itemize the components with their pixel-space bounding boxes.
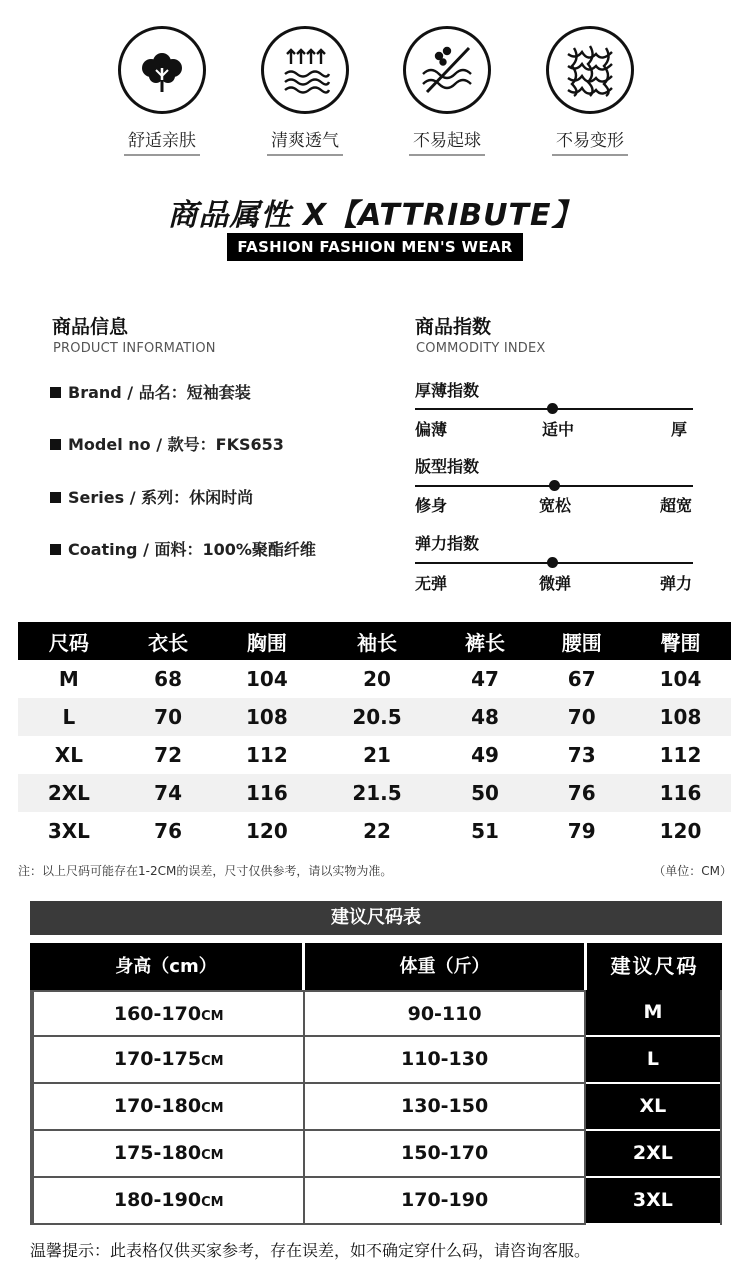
table-cell: 116 <box>216 774 317 812</box>
table-cell: 21.5 <box>317 774 436 812</box>
weight-cell: 110-130 <box>305 1037 585 1084</box>
height-cell <box>32 1037 305 1084</box>
feature-comfort <box>107 26 217 156</box>
table-cell: 76 <box>154 819 183 843</box>
table-row <box>18 774 731 812</box>
recommend-header <box>30 943 722 990</box>
table-row <box>18 698 731 736</box>
unit-label: （单位：CM） <box>653 864 732 878</box>
height-cell <box>32 1131 305 1178</box>
thickness-index-marker <box>547 403 558 414</box>
size-table <box>18 622 731 850</box>
info-text: Coating / 面料：100%聚酯纤维 <box>68 540 316 559</box>
table-cell: 120 <box>659 819 702 843</box>
table-row <box>30 990 722 1037</box>
size-cell: M <box>586 990 720 1037</box>
height-cell <box>32 1084 305 1131</box>
header-cell: 腰围 <box>533 622 630 660</box>
height-unit: CM <box>201 1148 224 1163</box>
table-cell: 104 <box>246 667 288 691</box>
table-cell: 112 <box>246 743 288 767</box>
page-subtitle: FASHION FASHION MEN'S WEAR <box>227 233 523 261</box>
elasticity-label-left: 无弹 <box>415 574 448 593</box>
table-cell: 67 <box>567 667 596 691</box>
thickness-label-right: 厚 <box>671 420 688 439</box>
header-cell: 臀围 <box>630 622 731 660</box>
feature-label: 舒适亲肤 <box>124 126 200 156</box>
feature-label: 清爽透气 <box>267 126 343 156</box>
size-cell: L <box>586 1037 720 1084</box>
recommend-body <box>30 990 722 1225</box>
weight-cell: 130-150 <box>305 1084 585 1131</box>
commodity-index-heading: 商品指数 <box>415 316 492 338</box>
height-value: 175-180 <box>113 1142 202 1164</box>
recommend-table <box>30 943 722 1225</box>
feature-label: 不易起球 <box>409 126 485 156</box>
thickness-index-title: 厚薄指数 <box>415 381 480 400</box>
table-row <box>30 1084 722 1131</box>
thickness-label-mid: 适中 <box>542 420 575 439</box>
size-note: 注：以上尺码可能存在1-2CM的误差，尺寸仅供参考，请以实物为准。 <box>18 864 393 878</box>
fit-index-marker <box>549 480 560 491</box>
product-info-heading: 商品信息 <box>52 316 129 338</box>
table-cell: 73 <box>567 743 596 767</box>
table-cell: 120 <box>246 819 288 843</box>
fit-label-mid: 宽松 <box>539 496 572 515</box>
height-cell <box>32 1178 305 1225</box>
commodity-index-subheading: COMMODITY INDEX <box>416 341 546 356</box>
table-cell: 108 <box>630 698 731 736</box>
table-cell: 70 <box>533 698 630 736</box>
height-unit: CM <box>201 1054 224 1069</box>
table-cell: 108 <box>216 698 317 736</box>
header-cell: 尺码 <box>18 622 120 660</box>
height-value: 160-170 <box>113 1003 202 1025</box>
header-cell: 体重（斤） <box>305 943 587 990</box>
height-value: 170-180 <box>113 1095 202 1117</box>
table-cell: XL <box>54 743 83 767</box>
table-cell: 70 <box>120 698 217 736</box>
elasticity-label-right: 弹力 <box>660 574 693 593</box>
table-cell: 76 <box>533 774 630 812</box>
weight-cell: 170-190 <box>305 1178 585 1225</box>
bullet-square <box>50 439 61 450</box>
anti-deform-icon <box>546 26 634 114</box>
height-cell <box>32 990 305 1037</box>
table-cell: 20 <box>363 667 391 691</box>
table-cell: 48 <box>437 698 534 736</box>
product-info-subheading: PRODUCT INFORMATION <box>53 341 216 356</box>
info-brand <box>50 380 251 403</box>
bullet-square <box>50 544 61 555</box>
table-cell: 22 <box>363 819 391 843</box>
elasticity-label-mid: 微弹 <box>539 574 572 593</box>
fit-label-right: 超宽 <box>660 496 693 515</box>
bullet-square <box>50 492 61 503</box>
table-cell: 47 <box>471 667 499 691</box>
table-cell: 112 <box>659 743 702 767</box>
table-row <box>30 1037 722 1084</box>
info-model <box>50 432 284 455</box>
elasticity-index-marker <box>547 557 558 568</box>
table-row <box>18 736 731 774</box>
table-row <box>18 812 731 850</box>
table-cell: 72 <box>154 743 183 767</box>
thickness-label-left: 偏薄 <box>415 420 448 439</box>
cotton-icon <box>118 26 206 114</box>
weight-cell: 150-170 <box>305 1131 585 1178</box>
elasticity-index-title: 弹力指数 <box>415 534 480 553</box>
size-cell: 3XL <box>586 1178 720 1225</box>
table-cell: 104 <box>659 667 702 691</box>
table-cell: 3XL <box>47 819 90 843</box>
table-cell: M <box>58 667 79 691</box>
anti-pilling-icon <box>403 26 491 114</box>
info-text: Brand / 品名：短袖套装 <box>68 383 251 402</box>
page-title: 商品属性 X【ATTRIBUTE】 <box>167 198 583 233</box>
info-series <box>50 485 253 508</box>
feature-row <box>0 26 750 156</box>
table-cell: 2XL <box>18 774 120 812</box>
table-cell: 79 <box>567 819 596 843</box>
height-value: 170-175 <box>113 1048 202 1070</box>
bullet-square <box>50 387 61 398</box>
fit-index-title: 版型指数 <box>415 457 480 476</box>
table-cell: 116 <box>630 774 731 812</box>
table-cell: 21 <box>363 743 391 767</box>
height-unit: CM <box>201 1101 224 1116</box>
table-row <box>18 660 731 698</box>
size-cell: 2XL <box>586 1131 720 1178</box>
size-table-header <box>18 622 731 660</box>
header-cell: 胸围 <box>216 622 317 660</box>
table-cell: 68 <box>154 667 183 691</box>
info-text: Model no / 款号：FKS653 <box>68 435 284 454</box>
header-cell: 身高（cm） <box>30 943 305 990</box>
header-cell: 建议尺码 <box>587 943 722 990</box>
table-cell: 51 <box>471 819 499 843</box>
header-cell: 裤长 <box>437 622 534 660</box>
feature-anti-deform <box>535 26 645 156</box>
breathable-icon <box>261 26 349 114</box>
table-cell: 49 <box>471 743 499 767</box>
feature-label: 不易变形 <box>552 126 628 156</box>
feature-anti-pilling <box>392 26 502 156</box>
feature-breathable <box>250 26 360 156</box>
weight-cell: 90-110 <box>305 990 585 1037</box>
header-cell: 袖长 <box>317 622 436 660</box>
table-row <box>30 1178 722 1225</box>
info-coating <box>50 537 316 560</box>
table-cell: L <box>18 698 120 736</box>
height-unit: CM <box>201 1195 224 1210</box>
table-cell: 74 <box>120 774 217 812</box>
fit-label-left: 修身 <box>415 496 448 515</box>
info-text: Series / 系列：休闲时尚 <box>68 488 254 507</box>
table-cell: 50 <box>437 774 534 812</box>
height-unit: CM <box>201 1009 224 1024</box>
tip-text: 温馨提示：此表格仅供买家参考，存在误差，如不确定穿什么码，请咨询客服。 <box>30 1241 591 1260</box>
recommend-title: 建议尺码表 <box>30 901 722 935</box>
size-cell: XL <box>586 1084 720 1131</box>
table-cell: 20.5 <box>317 698 436 736</box>
header-cell: 衣长 <box>120 622 217 660</box>
height-value: 180-190 <box>113 1189 202 1211</box>
table-row <box>30 1131 722 1178</box>
